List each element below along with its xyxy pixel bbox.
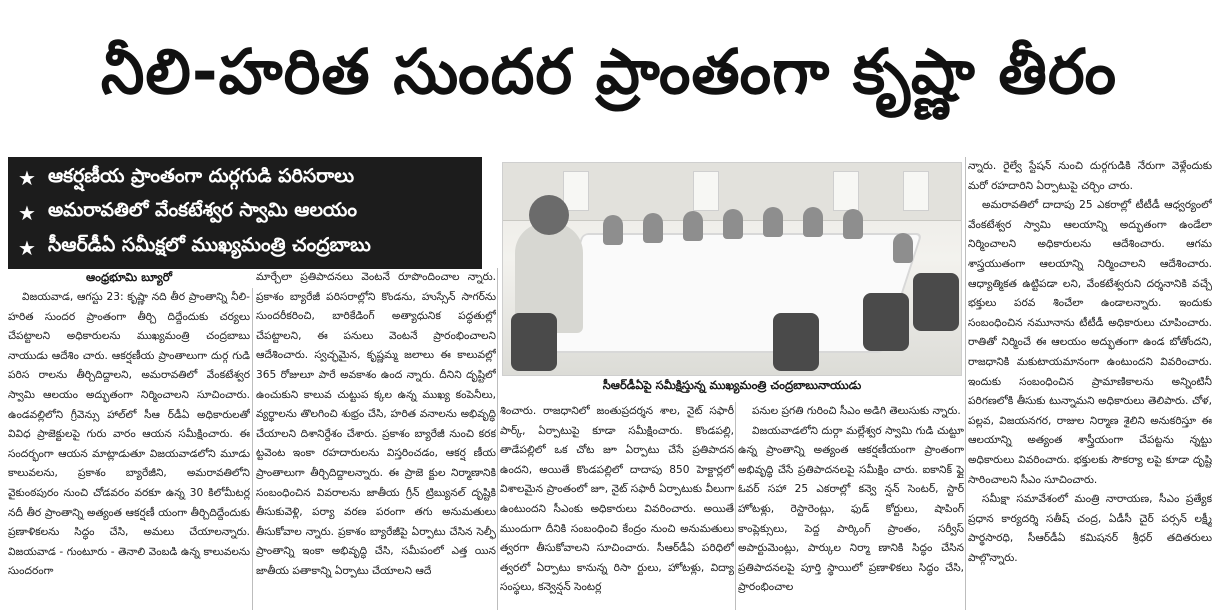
paragraph: శించారు. రాజధానిలో జంతుప్రదర్శన శాల, నైట్ సఫారీ పార్క్, ఏర్పాటుపై కూడా సమీక్షించారు. కొండపల్లి, తాడేపల్లిలో ఒక చోట జూ ఏర్పాటు చేసే ప్రతిపాదన ఉందని, అయితే కొండపల్లిలో దాదాపు 850 హెక్టార్లలో విశాలమైన ప్రాంతంలో జూ, నైట్ సఫారీ ఏర్పాటుకు వీలుగా ఉంటుందని సీఎంకు అధికారులు వివరించారు. అయితే ముందుగా దీనికి సంబంధించి కేంద్రం నుంచి అనుమతులు త్వరగా తీసుకోవాలని సూచించారు. సీఆర్‌డీఏ పరిధిలో త్వరలో ఏర్పాటు కానున్న రిసా ర్టులు, హోటళ్లు, విద్యా సంస్థలు, కన్వెన్షన్ సెంటర్ల	[500, 405, 734, 594]
highlight-text: సీఆర్‌డీఏ సమీక్షలో ముఖ్యమంత్రి చంద్రబాబు	[47, 234, 371, 257]
photo-person	[643, 213, 663, 243]
photo-person	[763, 207, 783, 237]
column-rule	[252, 288, 253, 610]
photo-person	[603, 215, 623, 245]
photo-chair	[913, 273, 959, 331]
photo-person	[723, 209, 743, 239]
star-icon: ★	[18, 235, 36, 260]
photo-window	[903, 171, 929, 211]
paragraph: సమీక్షా సమావేశంలో మంత్రి నారాయణ, సీఎం ప్రత్యేక ప్రధాన కార్యదర్శి సతీష్ చంద్ర, ఏడీసీ చైర్ పర్సన్ లక్ష్మీ పార్థసారధి, సీఆర్‌డీఏ కమిషనర్ శ్రీధర్ తదితరులు పాల్గొన్నారు.	[968, 493, 1212, 564]
photo-person	[893, 233, 913, 263]
headline: నీలి-హరిత సుందర ప్రాంతంగా కృష్ణా తీరం	[100, 35, 1118, 108]
photo-chair	[773, 313, 819, 371]
photo-caption: సీఆర్‌డీఏపై సమీక్షిస్తున్న ముఖ్యమంత్రి చంద్రబాబునాయుడు	[602, 378, 862, 392]
article-column-3	[500, 402, 734, 610]
highlight-item	[18, 165, 472, 192]
article-column-1	[8, 288, 250, 610]
article-column-2	[256, 268, 496, 610]
photo-person	[843, 209, 863, 239]
star-icon: ★	[18, 166, 36, 191]
article-column-5	[968, 157, 1212, 610]
column-rule	[735, 402, 736, 610]
paragraph: న్నారు. రైల్వే స్టేషన్ నుంచి దుర్గగుడికి నేరుగా వెళ్లేందుకు మరో రహదారిని ఏర్పాటుపై చర్చిం చారు.	[968, 160, 1212, 192]
photo-person	[803, 207, 823, 237]
highlight-item	[18, 234, 472, 261]
paragraph: అమరావతిలో దాదాపు 25 ఎకరాల్లో టీటీడీ ఆధ్వర్యంలో వేంకటేశ్వర స్వామి ఆలయాన్ని అద్భుతంగా ఉండేలా నిర్మించాలని అధికారులను ఆదేశించారు. ఆగమ శాస్త్రయుతంగా ఆలయాన్ని నిర్మించాలని ఆదేశించారు. ఆధ్యాత్మికత ఉట్టిపడా లని, వేంకటేశ్వరుని దర్శనానికి వచ్చే భక్తులు పరవ శించేలా ఉండాలన్నారు. ఇందుకు సంబంధించిన నమూనాను టీటీడీ అధికారులు చూపించారు. రాతితో నిర్మించే ఈ ఆలయం అద్భుతంగా ఉండ బోతోందని, రాజధానికి మకుటాయమానంగా ఉంటుందని వివరించారు. ఇందుకు సంబంధించిన ప్రామాణికాలను అన్నింటినీ పరిగణలోకి తీసుకు టున్నామని అధికారులు తెలిపారు. చోళ, పల్లవ, విజయనగర, రాజుల నిర్మాణ శైలిని అనుకరిస్తూ ఈ ఆలయాన్ని అత్యంత శాస్త్రీయంగా చేపట్టను న్నట్టు అధికారులు వివరించారు. భక్తులకు సౌకర్యా లపై కూడా దృష్టి సారించాలని సీఎం సూచించారు.	[968, 199, 1212, 486]
photo-window	[833, 171, 859, 211]
article-column-4	[738, 402, 964, 610]
paragraph: విజయవాడలోని దుర్గా మల్లేశ్వర స్వామి గుడి చుట్టూ ఉన్న ప్రాంతాన్ని అత్యంత ఆకర్షణీయంగా ప్రాంతంగా అభివృద్ధి చేసే ప్రతిపాదనలపై సమీక్షిం చారు. ఐకానిక్ ఫ్లై ఓవర్ సహా 25 ఎకరాల్లో కన్వె న్షన్ సెంటర్, స్టార్ హోటళ్లు, రెస్టారెంట్లు, ఫుడ్ కోర్టులు, షాపింగ్ కాంప్లెక్సులు, పెద్ద పార్కింగ్ ప్రాంతం, సర్వీస్ అపార్టుమెంట్లు, పార్కుల నిర్మా ణానికి సిద్ధం చేసిన ప్రతిపాదనలపై పూర్తి స్థాయిలో ప్రణాళికలు సిద్ధం చేసి, ప్రారంభించాల	[738, 424, 964, 594]
column-rule	[497, 268, 498, 610]
paragraph: విజయవాడ, ఆగస్టు 23: కృష్ణా నది తీర ప్రాంతాన్ని నీలి-హరిత సుందర ప్రాంతంగా తీర్చి దిద్దేందుకు చర్యలు చేపట్టాలని అధికారులను ముఖ్యమంత్రి చంద్రబాబు నాయుడు ఆదేశిం చారు. ఆకర్షణీయ ప్రాంతాలుగా దుర్గ గుడి పరిస రాలను తీర్చిదిద్దాలని, అమరావతిలో వేంకటేశ్వర స్వామి ఆలయం అద్భుతంగా నిర్మించాలని సూచించారు. ఉండవల్లిలోని గ్రీవెన్సు హాల్‌లో సీఆ ర్‌డీఏ అధికారులతో వివిధ ప్రాజెక్టులపై గురు వారం ఆయన సమీక్షించారు. ఈ సందర్భంగా ఆయన మాట్లాడుతూ విజయవాడలోని మూడు కాలువలను, ప్రకాశం బ్యారేజీని, అమరావతిలోని వైకుంఠపురం నుంచి చోడవరం వరకూ ఉన్న 30 కిలోమీటర్ల నదీ తీర ప్రాంతాన్ని అత్యంత ఆకర్షణీ యంగా తీర్చిదిద్దేందుకు ప్రణాళికలను సిద్ధం చేసి, అమలు చేయాలన్నారు. విజయవాడ - గుంటూరు - తెనాలి వెంబడి ఉన్న కాలువలను సుందరంగా	[8, 291, 250, 578]
news-photo	[502, 162, 962, 376]
photo-chair	[863, 293, 909, 351]
photo-window	[693, 171, 719, 211]
highlights-box	[8, 157, 482, 269]
paragraph: పనుల ప్రగతి గురించి సీఎం అడిగి తెలుసుకు న్నారు.	[752, 405, 961, 417]
paragraph: మార్చేలా ప్రతిపాదనలు వెంటనే రూపొందించాల న్నారు. ప్రకాశం బ్యారేజీ పరిసరాల్లోని కొండను, హుస్సేన్ సాగర్‌ను సుందరీకరించి, బారికేడింగ్ అత్యాధునిక పద్ధతుల్లో చేపట్టాలని, ఈ పనులు వెంటనే ప్రారంభించాలని ఆదేశించారు. స్వచ్ఛమైన, కృష్ణమ్మ జలాలు ఈ కాలువల్లో 365 రోజులూ పారే అవకాశం ఉంద న్నారు. దీనిని దృష్టిలో ఉంచుకుని కాలువ చుట్టుప క్కల ఉన్న ముఖ్య కంపెనీలు, వ్యర్థాలను తొలగించి శుభ్రం చేసి, హరిత వనాలను అభివృద్ధి చేయాలని దిశానిర్దేశం చేశారు. ప్రకాశం బ్యారేజీ నుంచి కరక ట్టవెంట ఇంకా రహదారులను విస్తరించడం, ఆకర్ష ణీయ ప్రాంతాలుగా తీర్చిదిద్దాలన్నారు. ఈ ప్రాజె క్టుల నిర్మాణానికి సంబంధించిన వివరాలను జాతీయ గ్రీన్ ట్రిబ్యునల్ దృష్టికి తీసుకువెళ్లి, పర్యా వరణ పరంగా తగు అనుమతులు తీసుకోవాల న్నారు. ప్రకాశం బ్యారేజీపై ఏర్పాటు చేసిన సెల్ఫీ ప్రాంతాన్ని ఇంకా అభివృద్ధి చేసి, సమీపంలో ఎత్త యిన జాతీయ పతాకాన్ని ఏర్పాటు చేయాలని ఆదే	[256, 271, 496, 577]
column-rule	[965, 157, 966, 610]
highlight-text: ఆకర్షణీయ ప్రాంతంగా దుర్గగుడి పరిసరాలు	[47, 164, 355, 187]
highlight-text: అమరావతిలో వేంకటేశ్వర స్వామి ఆలయం	[47, 199, 358, 222]
photo-chair	[511, 313, 557, 371]
photo-window	[563, 171, 589, 211]
photo-person	[683, 211, 703, 241]
highlight-item	[18, 199, 472, 226]
byline: ఆంధ్రభూమి బ్యూరో	[85, 270, 173, 284]
star-icon: ★	[18, 200, 36, 225]
